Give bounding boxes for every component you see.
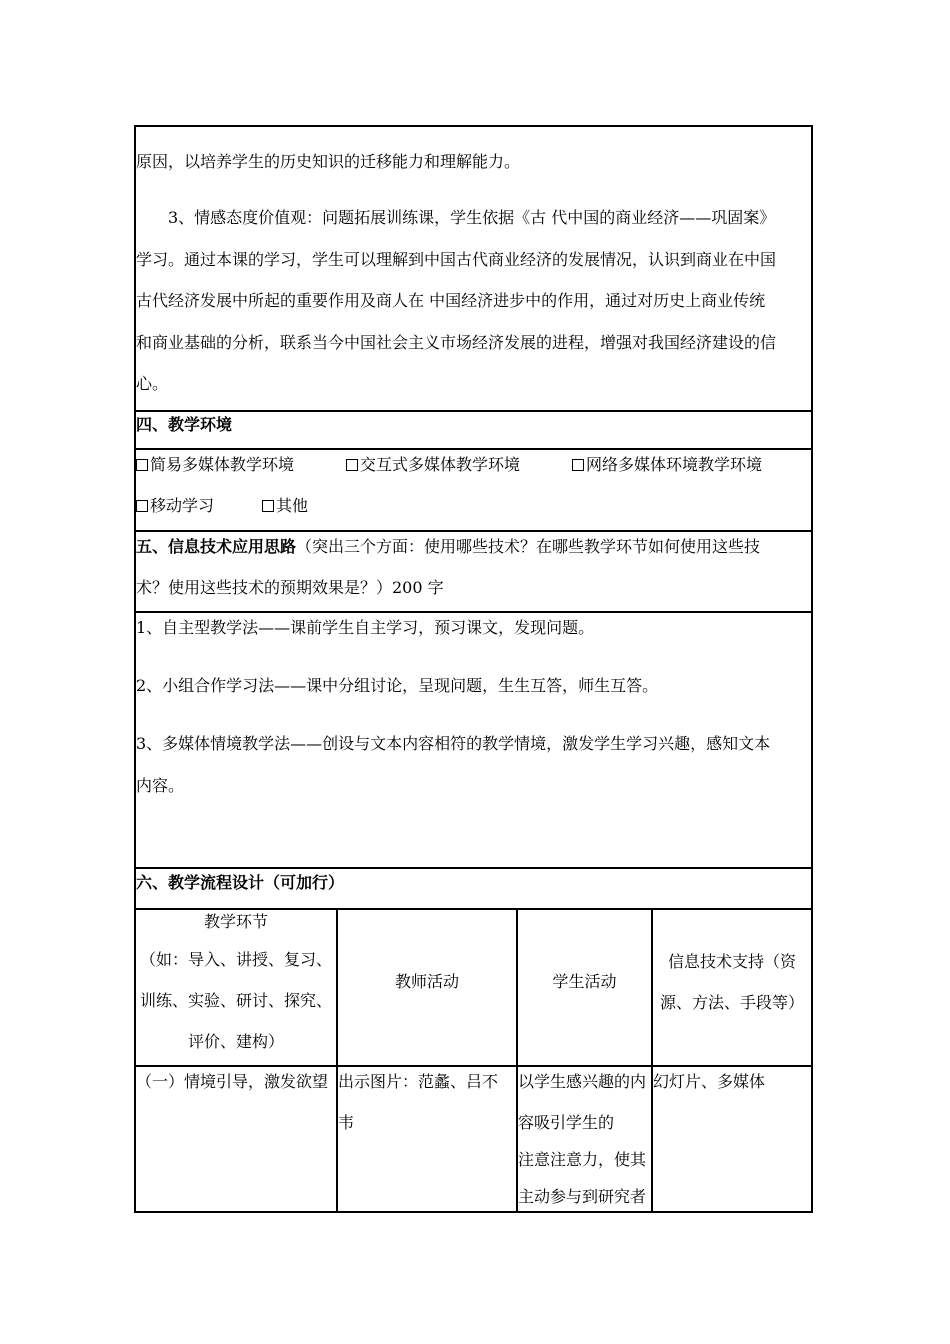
row-divider	[134, 867, 813, 869]
header-stage-note: 评价、建构）	[187, 1032, 284, 1051]
header-teacher: 教师活动	[394, 972, 459, 991]
affective-objective-line: 和商业基础的分析，联系当今中国社会主义市场经济发展的进程，增强对我国经济建设的信	[136, 333, 777, 352]
row-divider	[134, 448, 813, 450]
section-heading-it-approach	[136, 537, 760, 557]
heading-bold: 五、信息技术应用思路	[136, 537, 297, 556]
header-stage-note: （如：导入、讲授、复习、	[139, 950, 332, 969]
header-stage-note: 训练、实验、研讨、探究、	[139, 991, 332, 1010]
row-divider	[134, 611, 813, 613]
option-label: 网络多媒体环境教学环境	[586, 455, 763, 474]
column-divider	[336, 908, 338, 1213]
row-divider	[134, 410, 813, 412]
heading-note: （突出三个方面：使用哪些技术？在哪些教学环节如何使用这些技	[296, 537, 761, 556]
row-tech: 幻灯片、多媒体	[653, 1072, 766, 1091]
option-label: 其他	[276, 496, 309, 515]
section-heading-environment: 四、教学环境	[136, 415, 233, 434]
method-item: 3、多媒体情境教学法——创设与文本内容相符的教学情境，激发学生学习兴趣，感知文本	[136, 734, 771, 753]
header-tech: 源、方法、手段等）	[659, 993, 804, 1012]
row-teacher: 韦	[338, 1113, 355, 1132]
affective-objective-line: 3、情感态度价值观：问题拓展训练课，学生依据《古 代中国的商业经济——巩固案》	[168, 208, 776, 227]
row-teacher: 出示图片：范蠡、吕不	[338, 1072, 499, 1091]
checkbox-icon[interactable]	[262, 500, 274, 512]
option-network-multimedia[interactable]	[572, 455, 762, 475]
row-divider	[134, 530, 813, 532]
checkbox-icon[interactable]	[136, 500, 148, 512]
option-interactive-multimedia[interactable]	[346, 455, 520, 475]
row-student: 容吸引学生的	[518, 1113, 615, 1132]
method-item-continued: 内容。	[136, 776, 185, 795]
header-stage: 教学环节	[203, 912, 268, 931]
row-student: 注意注意力，使其	[518, 1150, 647, 1169]
checkbox-icon[interactable]	[346, 459, 358, 471]
header-tech: 信息技术支持（资	[667, 952, 796, 971]
row-divider	[134, 908, 813, 910]
header-student: 学生活动	[552, 972, 617, 991]
affective-objective-line: 学习。通过本课的学习，学生可以理解到中国古代商业经济的发展情况，认识到商业在中国	[136, 250, 777, 269]
affective-objective-line: 心。	[136, 374, 169, 393]
row-stage: （一）情境引导，激发欲望	[136, 1072, 329, 1091]
option-simple-multimedia[interactable]	[136, 455, 294, 475]
option-label: 交互式多媒体教学环境	[360, 455, 521, 474]
method-item: 2、小组合作学习法——课中分组讨论，呈现问题，生生互答，师生互答。	[136, 676, 659, 695]
row-divider	[134, 1065, 813, 1067]
method-item: 1、自主型教学法——课前学生自主学习，预习课文，发现问题。	[136, 618, 595, 637]
affective-objective-line: 古代经济发展中所起的重要作用及商人在 中国经济进步中的作用，通过对历史上商业传统	[136, 291, 766, 310]
option-label: 简易多媒体教学环境	[150, 455, 295, 474]
row-student: 主动参与到研究者	[518, 1187, 647, 1206]
checkbox-icon[interactable]	[572, 459, 584, 471]
heading-note-line2: 术？使用这些技术的预期效果是？）200 字	[136, 578, 444, 597]
section-heading-flow: 六、教学流程设计（可加行）	[136, 873, 345, 892]
option-mobile-learning[interactable]	[136, 496, 214, 516]
checkbox-icon[interactable]	[136, 459, 148, 471]
option-other[interactable]	[262, 496, 308, 516]
objective-text-line: 原因，以培养学生的历史知识的迁移能力和理解能力。	[136, 152, 521, 171]
option-label: 移动学习	[150, 496, 215, 515]
row-student: 以学生感兴趣的内	[518, 1072, 647, 1091]
